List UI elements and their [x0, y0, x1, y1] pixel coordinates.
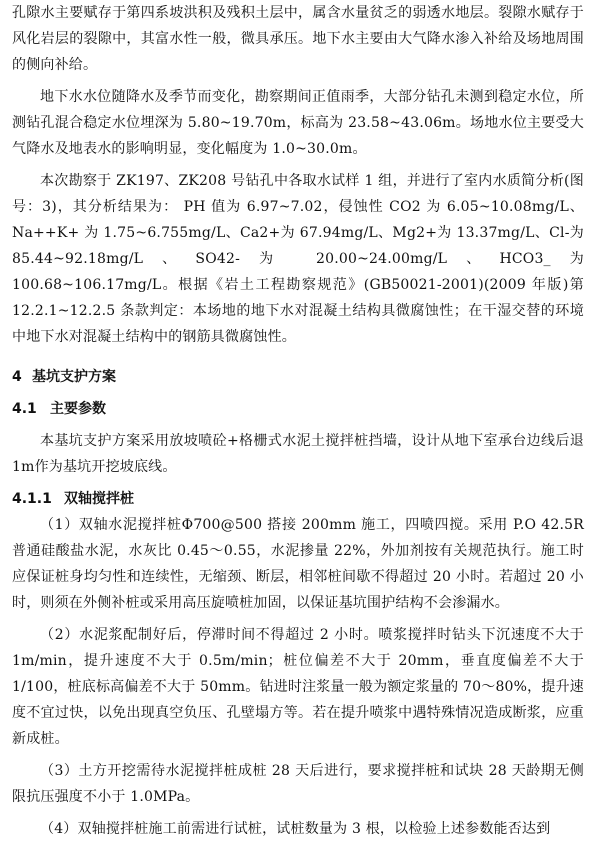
list-item-3: （3）土方开挖需待水泥搅拌桩成桩 28 天后进行，要求搅拌桩和试块 28 天龄期无侧限抗压强度不小于 1.0MPa。 — [12, 763, 584, 805]
paragraph-water-level: 地下水水位随降水及季节而变化，勘察期间正值雨季，大部分钻孔未测到稳定水位，所测钻孔混合稳定水位埋深为 5.80~19.70m，标高为 23.58~43.06m。场地水位主要受大气降水及地表水的影响明显，变化幅度为 1.0~30.0m。 — [12, 89, 584, 157]
section-number: 4.1.1 — [12, 491, 52, 507]
section-heading-4 — [12, 364, 584, 390]
section-number: 4.1 — [12, 401, 37, 417]
paragraph-support-scheme: 本基坑支护方案采用放坡喷砼+格栅式水泥土搅拌桩挡墙，设计从地下室承台边线后退1m作为基坑开挖坡底线。 — [12, 433, 584, 475]
list-item-1: （1）双轴水泥搅拌桩Φ700@500 搭接 200mm 施工，四喷四搅。采用 P.O 42.5R 普通硅酸盐水泥，水灰比 0.45～0.55，水泥掺量 22%，外加剂按有关规范执行。施工时应保证桩身均匀性和连续性，无缩颈、断层，相邻桩间歇不得超过 20 小时。若超过 20 小时，则须在外侧补桩或采用高压旋喷桩加固，以保证基坑围护结构不会渗漏水。 — [12, 517, 584, 611]
section-number: 4 — [12, 369, 22, 385]
section-title: 主要参数 — [50, 401, 106, 417]
section-heading-4-1 — [12, 396, 584, 422]
list-item-2: （2）水泥浆配制好后，停滞时间不得超过 2 小时。喷浆搅拌时钻头下沉速度不大于 1m/min，提升速度不大于 0.5m/min；桩位偏差不大于 20mm，垂直度偏差不大于 1/100，桩底标高偏差不大于 50mm。钻进时注浆量一般为额定浆量的 70～80%，提升速度不宜过快，以免出现真空负压、孔壁塌方等。若在提升喷浆中遇特殊情况造成断浆，应重新成桩。 — [12, 627, 584, 747]
document-page — [12, 0, 584, 842]
section-heading-4-1-1 — [12, 486, 584, 512]
list-item-4: （4）双轴搅拌桩施工前需进行试桩，试桩数量为 3 根，以检验上述参数能否达到 — [40, 821, 551, 837]
section-title: 双轴搅拌桩 — [64, 491, 134, 507]
paragraph-aquifer: 孔隙水主要赋存于第四系坡洪积及残积土层中，属含水量贫乏的弱透水地层。裂隙水赋存于风化岩层的裂隙中，其富水性一般，微具承压。地下水主要由大气降水渗入补给及场地周围的侧向补给。 — [12, 5, 584, 73]
section-title: 基坑支护方案 — [32, 369, 116, 385]
paragraph-water-analysis: 本次勘察于 ZK197、ZK208 号钻孔中各取水试样 1 组，并进行了室内水质简分析(图号：3)，其分析结果为： PH 值为 6.97~7.02，侵蚀性 CO2 为 6.05~10.08mg/L、Na++K+ 为 1.75~6.755mg/L、Ca2+为 67.94mg/L、Mg2+为 13.37mg/L、Cl-为 85.44~92.18mg/L、SO42-为 20.00~24.00mg/L、HCO3_为 100.68~106.17mg/L。根据《岩土工程勘察规范》(GB50021-2001)(2009 年版)第 12.2.1~12.2.5 条款判定：本场地的地下水对混凝土结构具微腐蚀性；在干湿交替的环境中地下水对混凝土结构中的钢筋具微腐蚀性。 — [12, 173, 584, 345]
